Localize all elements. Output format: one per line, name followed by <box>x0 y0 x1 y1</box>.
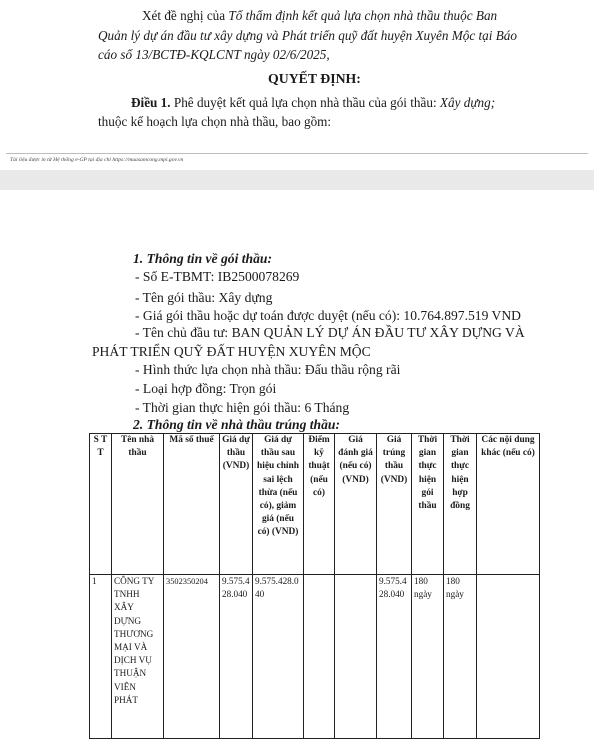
header-package-duration: Thời gian thực hiện gói thầu <box>412 434 444 575</box>
section1-owner-line2: PHÁT TRIỂN QUỸ ĐẤT HUYỆN XUYÊN MỘC <box>92 344 371 359</box>
section1-item-package-price: - Giá gói thầu hoặc dự toán được duyệt (nếu có): 10.764.897.519 VND <box>135 308 521 323</box>
cell-contract-duration: 180 ngày <box>444 575 477 739</box>
para1-line1-b: Tổ thẩm định kết quả lựa chọn nhà thầu thuộc Ban <box>228 8 498 23</box>
cell-package-duration: 180 ngày <box>412 575 444 739</box>
section1-item-selection-method: - Hình thức lựa chọn nhà thầu: Đấu thầu rộng rãi <box>135 362 401 377</box>
header-stt: S T T <box>90 434 112 575</box>
winning-bidder-table <box>89 433 540 739</box>
header-bid-price: Giá dự thầu (VND) <box>220 434 253 575</box>
footer-separator <box>6 153 588 154</box>
page-2-top <box>0 190 594 754</box>
header-winning-price: Giá trúng thầu (VND) <box>377 434 412 575</box>
header-bidder-name: Tên nhà thầu <box>112 434 164 575</box>
section1-item-etbmt: - Số E-TBMT: IB2500078269 <box>135 269 300 284</box>
section1-heading: 1. Thông tin về gói thầu: <box>133 251 272 266</box>
page-1-bottom <box>0 0 594 170</box>
header-technical-score: Điểm kỹ thuật (nếu có) <box>304 434 335 575</box>
cell-other-content <box>477 575 540 739</box>
para1-line3: cáo số 13/BCTĐ-KQLCNT ngày 02/6/2025, <box>98 47 330 62</box>
cell-stt: 1 <box>90 575 112 739</box>
article1-label: Điều 1. <box>131 95 171 110</box>
section1-item-duration: - Thời gian thực hiện gói thầu: 6 Tháng <box>135 400 350 415</box>
section1-item-contract-type: - Loại hợp đồng: Trọn gói <box>135 381 277 396</box>
para1-line1 <box>142 7 497 25</box>
cell-tax-code: 3502350204 <box>164 575 220 739</box>
para1-line1-a: Xét đề nghị của <box>142 8 229 23</box>
cell-bid-price: 9.575.428.040 <box>220 575 253 739</box>
article1-text-b: Xây dựng; <box>439 95 496 110</box>
para1-line2: Quản lý dự án đầu tư xây dựng và Phát triển quỹ đất huyện Xuyên Mộc tại Báo <box>98 28 517 43</box>
table-row <box>90 575 540 739</box>
header-other-content: Các nội dung khác (nếu có) <box>477 434 540 575</box>
table-header-row <box>90 434 540 575</box>
article1-text-a: Phê duyệt kết quả lựa chọn nhà thầu của gói thầu: <box>170 95 440 110</box>
article1-line2: thuộc kế hoạch lựa chọn nhà thầu, bao gồm: <box>98 114 332 129</box>
article1-line1 <box>131 94 495 112</box>
decision-title: QUYẾT ĐỊNH: <box>268 71 361 86</box>
header-adjusted-price: Giá dự thầu sau hiệu chỉnh sai lệch thừa (nếu có), giảm giá (nếu có) (VND) <box>253 434 304 575</box>
section2-heading: 2. Thông tin về nhà thầu trúng thầu: <box>133 417 340 432</box>
cell-evaluated-price <box>335 575 377 739</box>
header-contract-duration: Thời gian thực hiện hợp đồng <box>444 434 477 575</box>
header-tax-code: Mã số thuế <box>164 434 220 575</box>
cell-technical-score <box>304 575 335 739</box>
cell-adjusted-price: 9.575.428.040 <box>253 575 304 739</box>
cell-bidder-name: CÔNG TY TNHH XÂY DỰNG THƯƠNG MẠI VÀ DỊCH VỤ THUẬN VIÊN PHÁT <box>112 575 164 739</box>
section1-item-package-name: - Tên gói thầu: Xây dựng <box>135 290 273 305</box>
section1-item-owner: - Tên chủ đầu tư: BAN QUẢN LÝ DỰ ÁN ĐẦU TƯ XÂY DỰNG VÀ <box>135 325 525 340</box>
page-footer: Tài liệu được in từ Hệ thống e-GP tại địa chỉ https://muasamcong.mpi.gov.vn <box>10 157 184 163</box>
header-evaluated-price: Giá đánh giá (nếu có) (VND) <box>335 434 377 575</box>
cell-winning-price: 9.575.428.040 <box>377 575 412 739</box>
